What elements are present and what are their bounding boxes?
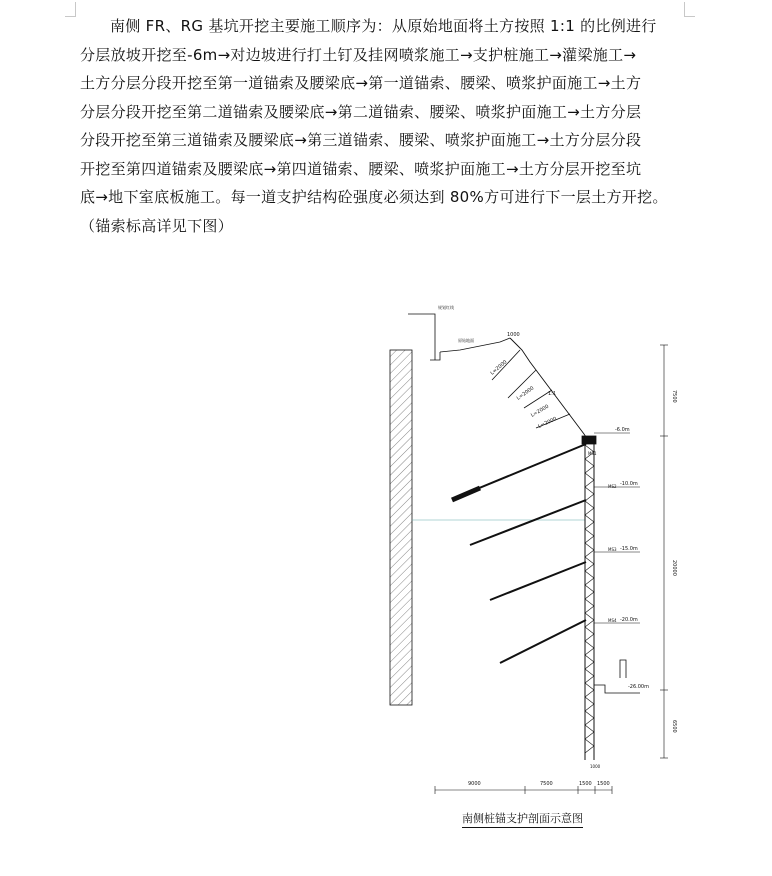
anchor-cable-4 [500, 620, 586, 663]
adjacent-building-wall [390, 350, 412, 705]
diagram-caption: 南侧桩锚支护剖面示意图 [462, 810, 583, 828]
level-label: -10.0m [620, 481, 638, 487]
paragraph-line: 分段开挖至第三道锚索及腰梁底→第三道锚索、腰梁、喷浆护面施工→土方分层分段 [80, 131, 642, 149]
construction-sequence-paragraph [80, 12, 675, 240]
top-note: 规划红线 [438, 305, 454, 310]
nail-length-label: L=2000 [489, 359, 509, 377]
level-label: -6.0m [615, 427, 630, 433]
nail-length-label: L=2000 [515, 385, 536, 402]
ground-note: 原始地面 [458, 338, 474, 343]
top-dimension: 1000 [507, 332, 520, 338]
level-label: -26.00m [628, 684, 649, 690]
pile-dimension: 1000 [590, 764, 601, 769]
slope-ratio: 1:1 [548, 391, 557, 397]
paragraph-line: 分层分段开挖至第二道锚索及腰梁底→第二道锚索、腰梁、喷浆护面施工→土方分层 [80, 102, 642, 121]
paragraph-line: 南侧 FR、RG 基坑开挖主要施工顺序为：从原始地面将土方按照 1:1 的比例进行 [110, 17, 657, 35]
right-dimension: 20000 [671, 560, 677, 576]
page-corner-mark-right [684, 2, 695, 17]
paragraph-line: （锚索标高详见下图） [80, 216, 234, 235]
bottom-dimension: 7500 [540, 781, 553, 787]
paragraph-line: 分层放坡开挖至-6m→对边坡进行打土钉及挂网喷浆施工→支护桩施工→灌梁施工→ [80, 45, 637, 64]
anchor-label: MS4 [608, 618, 617, 623]
pile-anchor-section-drawing [380, 290, 680, 805]
bottom-dimension: 1500 [579, 781, 592, 787]
bottom-dimension: 1500 [597, 781, 610, 787]
page-corner-mark-left [65, 2, 76, 17]
pile-reinforcement [585, 445, 594, 753]
anchor-cable-2 [470, 500, 586, 545]
level-label: -15.0m [620, 546, 638, 552]
anchor-label: MS3 [608, 547, 617, 552]
paragraph-line: 开挖至第四道锚索及腰梁底→第四道锚索、腰梁、喷浆护面施工→土方分层开挖至坑 [80, 159, 642, 178]
bottom-dimension: 9000 [468, 781, 481, 787]
paragraph-line: 土方分层分段开挖至第一道锚索及腰梁底→第一道锚索、腰梁、喷浆护面施工→土方 [80, 74, 642, 92]
right-dimension: 6500 [671, 720, 677, 733]
anchor-cable-3 [490, 562, 586, 600]
right-dimension: 7500 [671, 390, 677, 403]
anchor-label: MS2 [608, 484, 617, 489]
crown-beam [582, 436, 596, 444]
nail-length-label: L=2000 [530, 403, 551, 419]
paragraph-line: 底→地下室底板施工。每一道支护结构砼强度必须达到 80%方可进行下一层土方开挖。 [80, 188, 668, 206]
nail-length-label: L=2000 [537, 416, 558, 430]
anchor-label: MS1 [588, 451, 597, 456]
original-ground-line [440, 338, 510, 352]
basement-slab-marker [620, 660, 626, 678]
anchor-bond-1 [452, 488, 480, 500]
level-label: -20.0m [620, 617, 638, 623]
